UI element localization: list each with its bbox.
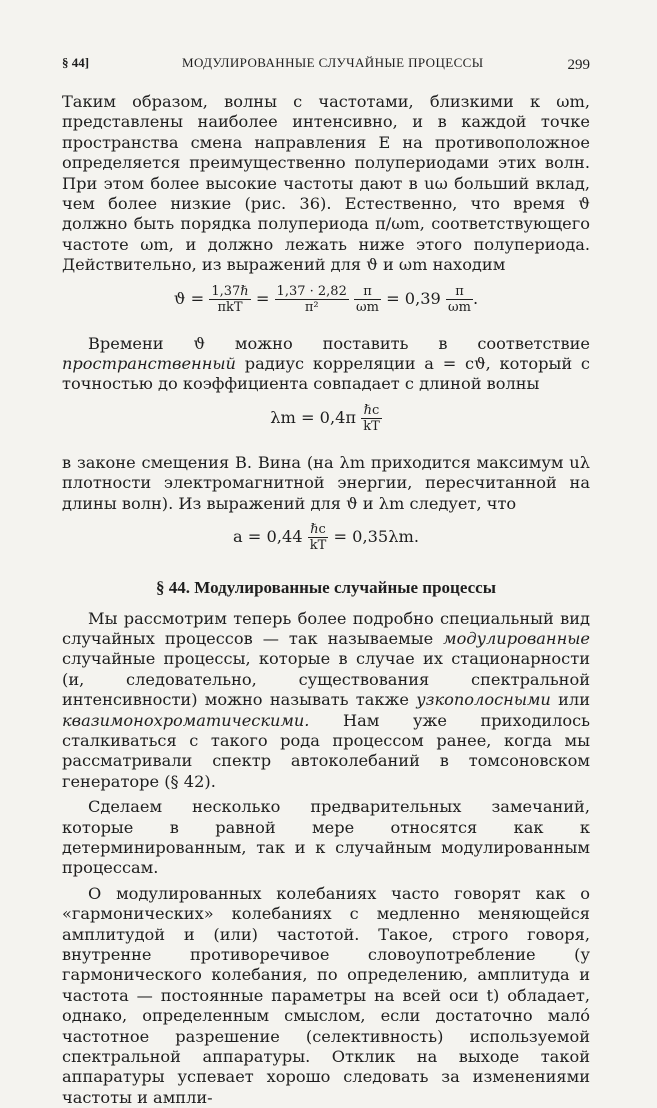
equation-lambda: λm = 0,4π $\frac{\text{ℏc}}{kT}$ xyxy=(270,402,380,434)
page-number: 299 xyxy=(567,57,590,73)
fraction: $\frac{\text{ℏc}}{kT}$ xyxy=(309,522,327,554)
paragraph-harmonic: О модулированных колебаниях часто говорят как о «гармонических» колебаниях с медленно меняющейся амплитудой и (или) частотой. Такое, строго говоря, внутренне противоречивое словоупотребление (у гармонического колебания, по определению, амплитуда и частота — постоянные параметры на всей оси t) обладает, однако, определенным смыслом, если достаточно мало́ частотное разрешение (селективность) используемой спектральной аппаратуры. Отклик на выходе такой аппаратуры успевает хорошо следовать за изменениями частоты и ампли- xyxy=(62,883,590,1107)
fraction: $\frac{\text{1,37ℏ}}{\text{πkT}}$ xyxy=(211,283,249,315)
equation-theta: ϑ = $\frac{\text{1,37ℏ}}{\text{πkT}}$ = $\frac{1,37 \cdot 2,82}{\text{π²}}$ $\frac{\pi}{\omega m}$ = 0,39 $\frac{\pi}{\omega m}$ . xyxy=(173,283,479,315)
header-section-ref: § 44] xyxy=(62,55,90,70)
page-body xyxy=(62,92,590,1108)
equation-a: a = 0,44 $\frac{\text{ℏc}}{kT}$ = 0,35λm. xyxy=(233,522,419,554)
fraction: $\frac{\pi}{\omega m}$ xyxy=(448,283,471,315)
running-header xyxy=(62,53,590,77)
paragraph-wien: в законе смещения В. Вина (на λm приходится максимум uλ плотности электромагнитной энергии, пересчитанной на длины волн). Из выражений для ϑ и λm следует, что xyxy=(62,452,590,513)
fraction: $\frac{1,37 \cdot 2,82}{\text{π²}}$ xyxy=(276,283,347,315)
fraction: $\frac{\pi}{\omega m}$ xyxy=(356,283,379,315)
paragraph-remarks: Сделаем несколько предварительных замечаний, которые в равной мере относятся как к детерминированным, так и к случайным модулированным процессам. xyxy=(62,797,590,878)
paragraph-correlation: Времени ϑ можно поставить в соответствие пространственный радиус корреляции a = cϑ, который с точностью до коэффициента совпадает с длиной волны xyxy=(62,333,590,394)
header-running-title: МОДУЛИРОВАННЫЕ СЛУЧАЙНЫЕ ПРОЦЕССЫ xyxy=(182,55,484,70)
paragraph-modulated: Мы рассмотрим теперь более подробно специальный вид случайных процессов — так называемые модулированные случайные процессы, которые в случае их стационарности (и, следовательно, существования спектральной интенсивности) можно называть также узкополосными или квазимонохроматическими. Нам уже приходилось сталкиваться с такого рода процессом ранее, когда мы рассматривали спектр автоколебаний в томсоновском генераторе (§ 42). xyxy=(62,608,590,791)
fraction: $\frac{\text{ℏc}}{kT}$ xyxy=(363,402,380,434)
section-heading: § 44. Модулированные случайные процессы xyxy=(156,578,496,598)
paragraph-waves: Таким образом, волны с частотами, близкими к ωm, представлены наиболее интенсивно, и в каждой точке пространства смена направления E на противоположное определяется преимущественно полупериодами этих волн. При этом более высокие частоты дают в uω больший вклад, чем более низкие (рис. 36). Естественно, что время ϑ должно быть порядка полупериода π/ωm, соответствующего частоте ωm, и должно лежать ниже этого полупериода. Действительно, из выражений для ϑ и ωm находим xyxy=(62,92,590,275)
